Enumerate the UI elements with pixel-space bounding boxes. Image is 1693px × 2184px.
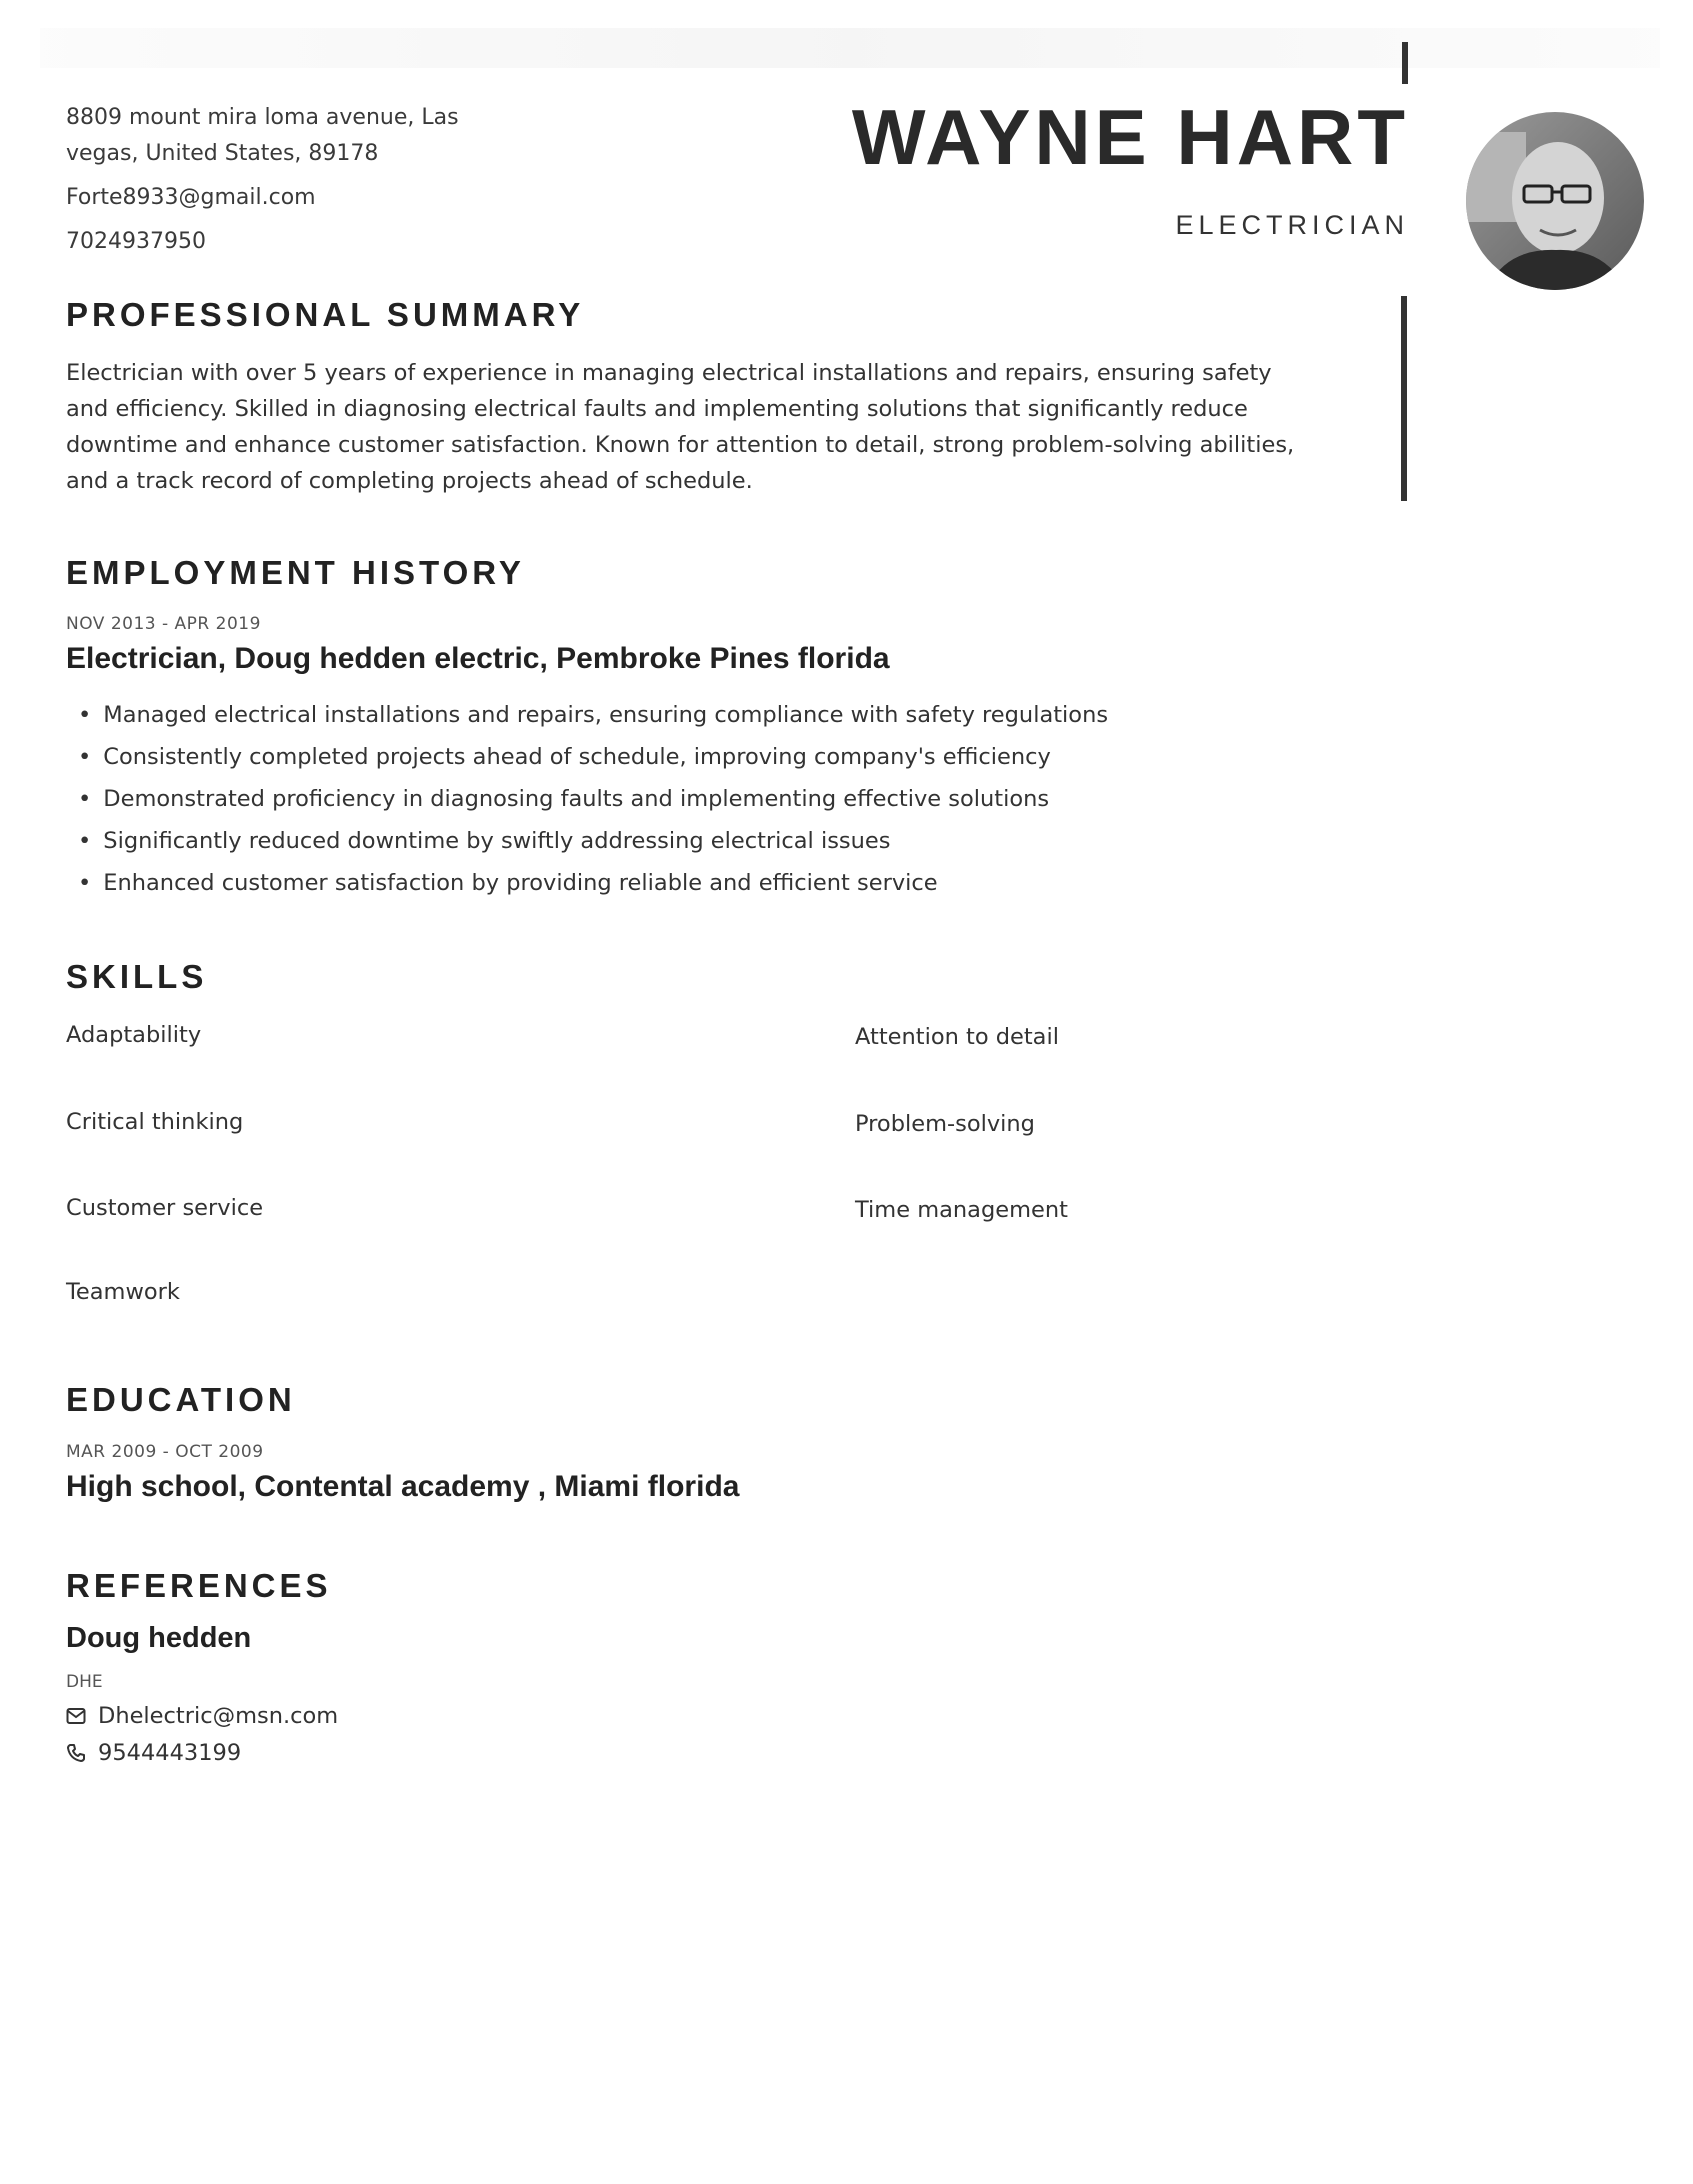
employment-bullets — [78, 694, 1108, 904]
scan-artifact-strip — [40, 28, 1660, 68]
skills-heading: SKILLS — [66, 958, 208, 995]
profile-photo — [1466, 112, 1644, 290]
candidate-name: WAYNE HART — [851, 93, 1409, 181]
summary-text: Electrician with over 5 years of experience in managing electrical installations and repairs, ensuring safety and efficiency. Skilled in diagnosing electrical faults and implementing solutions that significantly reduce downtime and enhance customer satisfaction. Known for attention to detail, strong problem-solving abilities, and a track record of completing projects ahead of schedule. — [66, 360, 1295, 494]
list-item: • Enhanced customer satisfaction by providing reliable and efficient service — [78, 862, 1108, 904]
skill-item: Attention to detail — [855, 1024, 1059, 1050]
reference-email-row — [66, 1703, 338, 1729]
email-text: Forte8933@gmail.com — [66, 185, 316, 210]
vertical-rule-middle — [1401, 296, 1407, 501]
phone-icon — [66, 1743, 86, 1763]
reference-email: Dhelectric@msn.com — [98, 1703, 339, 1729]
education-date: MAR 2009 - OCT 2009 — [66, 1442, 264, 1462]
envelope-icon — [66, 1707, 86, 1725]
references-heading: REFERENCES — [66, 1567, 332, 1604]
employment-date: NOV 2013 - APR 2019 — [66, 614, 261, 634]
employment-heading: EMPLOYMENT HISTORY — [66, 554, 525, 591]
job-title: ELECTRICIAN — [1175, 210, 1409, 240]
address: 8809 mount mira loma avenue, Las vegas, United States, 89178 — [66, 105, 459, 166]
employment-role: Electrician, Doug hedden electric, Pembroke Pines florida — [66, 642, 890, 675]
reference-phone: 9544443199 — [98, 1740, 242, 1766]
list-item: • Consistently completed projects ahead of schedule, improving company's efficiency — [78, 736, 1108, 778]
contact-block — [66, 100, 526, 268]
list-item: • Significantly reduced downtime by swiftly addressing electrical issues — [78, 820, 1108, 862]
phone-text: 7024937950 — [66, 229, 206, 254]
reference-phone-row — [66, 1740, 241, 1766]
vertical-rule-top — [1402, 42, 1408, 84]
education-degree: High school, Contental academy , Miami florida — [66, 1470, 740, 1503]
skill-item: Customer service — [66, 1195, 264, 1221]
list-item: • Managed electrical installations and repairs, ensuring compliance with safety regulations — [78, 694, 1108, 736]
summary-heading: PROFESSIONAL SUMMARY — [66, 296, 585, 333]
skill-item: Critical thinking — [66, 1109, 244, 1135]
skill-item: Adaptability — [66, 1022, 202, 1048]
skill-item: Problem-solving — [855, 1111, 1035, 1137]
reference-company: DHE — [66, 1672, 103, 1692]
skill-item: Teamwork — [66, 1279, 180, 1305]
education-heading: EDUCATION — [66, 1381, 296, 1418]
skill-item: Time management — [855, 1197, 1068, 1223]
list-item: • Demonstrated proficiency in diagnosing faults and implementing effective solutions — [78, 778, 1108, 820]
reference-name: Doug hedden — [66, 1622, 252, 1654]
